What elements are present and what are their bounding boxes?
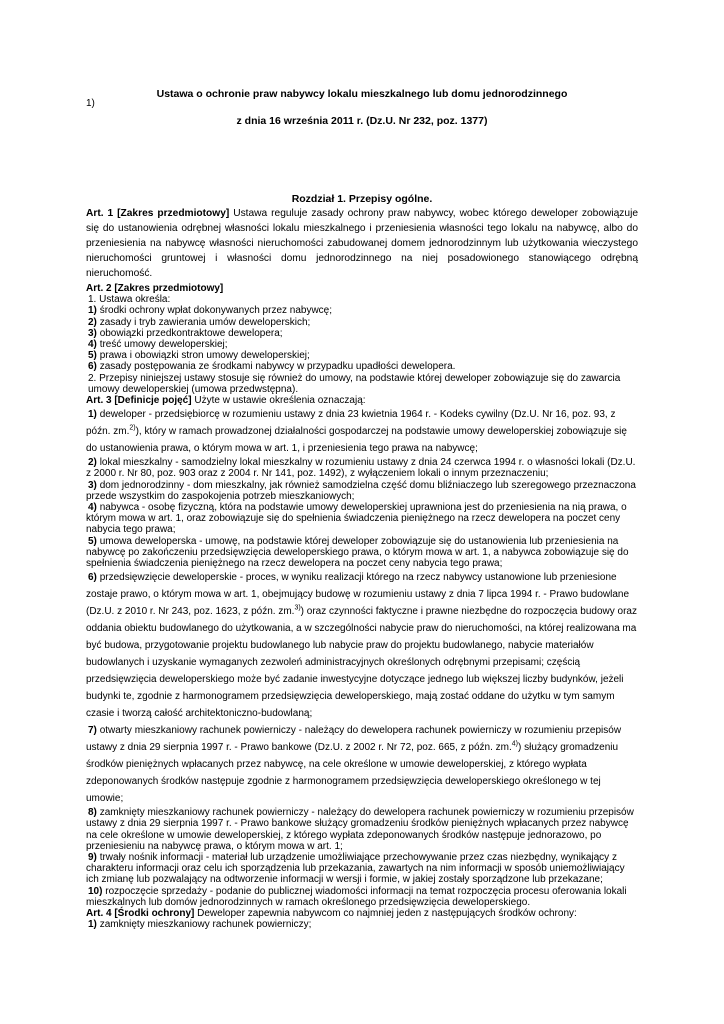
definition-item: 2) lokal mieszkalny - samodzielny lokal mieszkalny w rozumieniu ustawy z dnia 24 czerwca 1994 r. o własności lokali (Dz.U. z 2000 r. Nr 80, poz. 903 oraz z 2004 r. Nr 141, poz. 1492), z wyłączeniem lokali o innym przeznaczeniu; [86, 457, 636, 480]
list-item: 1) środki ochrony wpłat dokonywanych przez nabywcę; [88, 305, 333, 317]
footnote-marker: 1) [86, 98, 95, 109]
list-item: 3) obowiązki przedkontraktowe dewelopera; [88, 327, 283, 339]
list-item: 1) zamknięty mieszkaniowy rachunek powierniczy; [88, 919, 312, 931]
definition-item: 9) trwały nośnik informacji - materiał lub urządzenie umożliwiające przechowywanie przez czas niezbędny, wynikający z charakteru informacji oraz celu ich sporządzenia lub przekazania, zawartych na nim informacji w sposób uniemożliwiający ich zmianę lub pozwalający na odtworzenie informacji w wersji i formie, w jakiej zostały sporządzone lub przekazane; [86, 852, 625, 886]
list-item: 4) treść umowy deweloperskiej; [88, 339, 228, 351]
article-2-paragraph-2: 2. Przepisy niniejszej ustawy stosuje się również do umowy, na podstawie której deweloper zobowiązuje się do zawarcia umowy deweloperskiej (umowa przedwstępna). [88, 372, 621, 395]
definition-item: 3) dom jednorodzinny - dom mieszkalny, jak również samodzielna część domu bliźniaczego lub szeregowego przeznaczona przede wszystkim do zaspokojenia potrzeb mieszkaniowych; [86, 479, 636, 502]
document-subtitle: z dnia 16 września 2011 r. (Dz.U. Nr 232, poz. 1377) [236, 115, 488, 127]
article-2-heading: Art. 2 [Zakres przedmiotowy] [86, 283, 224, 294]
article-3-heading-line: Art. 3 [Definicje pojęć] Użyte w ustawie określenia oznaczają: [86, 395, 366, 407]
definition-item: 8) zamknięty mieszkaniowy rachunek powierniczy - należący do dewelopera rachunek powierniczy w rozumieniu przepisów ustawy z dnia 29 sierpnia 1997 r. - Prawo bankowe służący gromadzeniu środków pieniężnych wpłacanych przez nabywcę na cele określone w umowie deweloperskiej, z którego wypłata zdeponowanych środków następuje jednorazowo, po przeniesieniu na nabywcę prawa, o którym mowa w art. 1; [86, 807, 634, 852]
article-1 [86, 206, 638, 281]
article-2-paragraph-1: 1. Ustawa określa: [88, 294, 171, 306]
list-item: 5) prawa i obowiązki stron umowy deweloperskiej; [88, 350, 310, 362]
definition-item: 6) przedsięwzięcie deweloperskie - proces, w wyniku realizacji którego na rzecz nabywcy ustanowione lub przeniesione zostaje prawo, o którym mowa w art. 1, obejmujący budowę w rozumieniu ustawy z dnia 7 lipca 1994 r. - Prawo budowlane (Dz.U. z 2010 r. Nr 243, poz. 1623, z późn. zm.$^{3)}$) oraz czynności faktyczne i prawne niezbędne do rozpoczęcia budowy oraz oddania obiektu budowlanego do użytkowania, a w szczególności nabycie praw do nieruchomości, na której realizowana ma być budowa, przygotowanie projektu budowlanego lub nabycie praw do projektu budowlanego, nabycie materiałów budowlanych i uzyskanie wymaganych zezwoleń administracyjnych określonych odrębnymi przepisami; częścią przedsięwzięcia deweloperskiego może być zadanie inwestycyjne dotyczące jednego lub większej liczby budynków, jeżeli budynki te, zgodnie z harmonogramem przedsięwzięcia deweloperskiego, mają zostać oddane do użytku w tym samym czasie i tworzą całość architektoniczno-budowlaną; [86, 572, 637, 720]
list-item: 2) zasady i tryb zawierania umów deweloperskich; [88, 316, 311, 328]
chapter-heading: Rozdział 1. Przepisy ogólne. [291, 193, 433, 205]
list-item: 6) zasady postępowania ze środkami nabywcy w przypadku upadłości dewelopera. [88, 361, 456, 373]
document-title: Ustawa o ochronie praw nabywcy lokalu mieszkalnego lub domu jednorodzinnego [156, 88, 568, 100]
article-4-heading-line: Art. 4 [Środki ochrony] Deweloper zapewnia nabywcom co najmniej jeden z następujących środków ochrony: [86, 908, 577, 920]
definition-item: 4) nabywca - osobę fizyczną, która na podstawie umowy deweloperskiej uprawniona jest do przeniesienia na nią prawa, o którym mowa w art. 1, oraz zobowiązuje się do spełnienia świadczenia pieniężnego na rzecz dewelopera na poczet ceny nabycia tego prawa; [86, 502, 627, 536]
definition-item: 10) rozpoczęcie sprzedaży - podanie do publicznej wiadomości informacji na temat rozpoczęcia procesu oferowania lokali mieszkalnych lub domów jednorodzinnych w ramach określonego przedsięwzięcia deweloperskiego. [86, 885, 627, 908]
article-1-text: Ustawa reguluje zasady ochrony praw nabywcy, wobec którego deweloper zobowiązuje się do ustanowienia odrębnej własności lokalu mieszkalnego i przeniesienia własności tego lokalu na nabywcę, albo do przeniesienia na nabywcę własności nieruchomości zabudowanej domem jednorodzinnym lub użytkowania wieczystego nieruchomości gruntowej i własności domu jednorodzinnego na niej posadowionego stanowiącego odrębną nieruchomość. [86, 208, 638, 279]
definition-item: 1) deweloper - przedsiębiorcę w rozumieniu ustawy z dnia 23 kwietnia 1964 r. - Kodeks cywilny (Dz.U. Nr 16, poz. 93, z późn. zm.$^{2)}$), który w ramach prowadzonej działalności gospodarczej na podstawie umowy deweloperskiej zobowiązuje się do ustanowienia prawa, o którym mowa w art. 1, i przeniesienia tego prawa na nabywcę; [86, 409, 627, 455]
definition-item: 5) umowa deweloperska - umowę, na podstawie której deweloper zobowiązuje się do ustanowienia lub przeniesienia na nabywcę po zakończeniu przedsięwzięcia deweloperskiego prawa, o którym mowa w art. 1, a nabywca zobowiązuje się do spełnienia świadczenia pieniężnego na rzecz dewelopera na poczet ceny nabycia tego prawa; [86, 535, 629, 570]
article-3-heading: Art. 3 [Definicje pojęć] [86, 395, 192, 407]
document-body [86, 206, 638, 931]
article-1-heading: Art. 1 [Zakres przedmiotowy] [86, 208, 230, 219]
definition-item: 7) otwarty mieszkaniowy rachunek powierniczy - należący do dewelopera rachunek powierniczy w rozumieniu przepisów ustawy z dnia 29 sierpnia 1997 r. - Prawo bankowe (Dz.U. z 2002 r. Nr 72, poz. 665, z późn. zm.$^{4)}$) służący gromadzeniu środków pieniężnych wpłacanych przez nabywcę, na cele określone w umowie deweloperskiej, z którego wypłata zdeponowanych środków następuje zgodnie z harmonogramem przedsięwzięcia deweloperskiego określonego w tej umowie; [86, 725, 622, 805]
article-4-heading: Art. 4 [Środki ochrony] [86, 908, 195, 920]
